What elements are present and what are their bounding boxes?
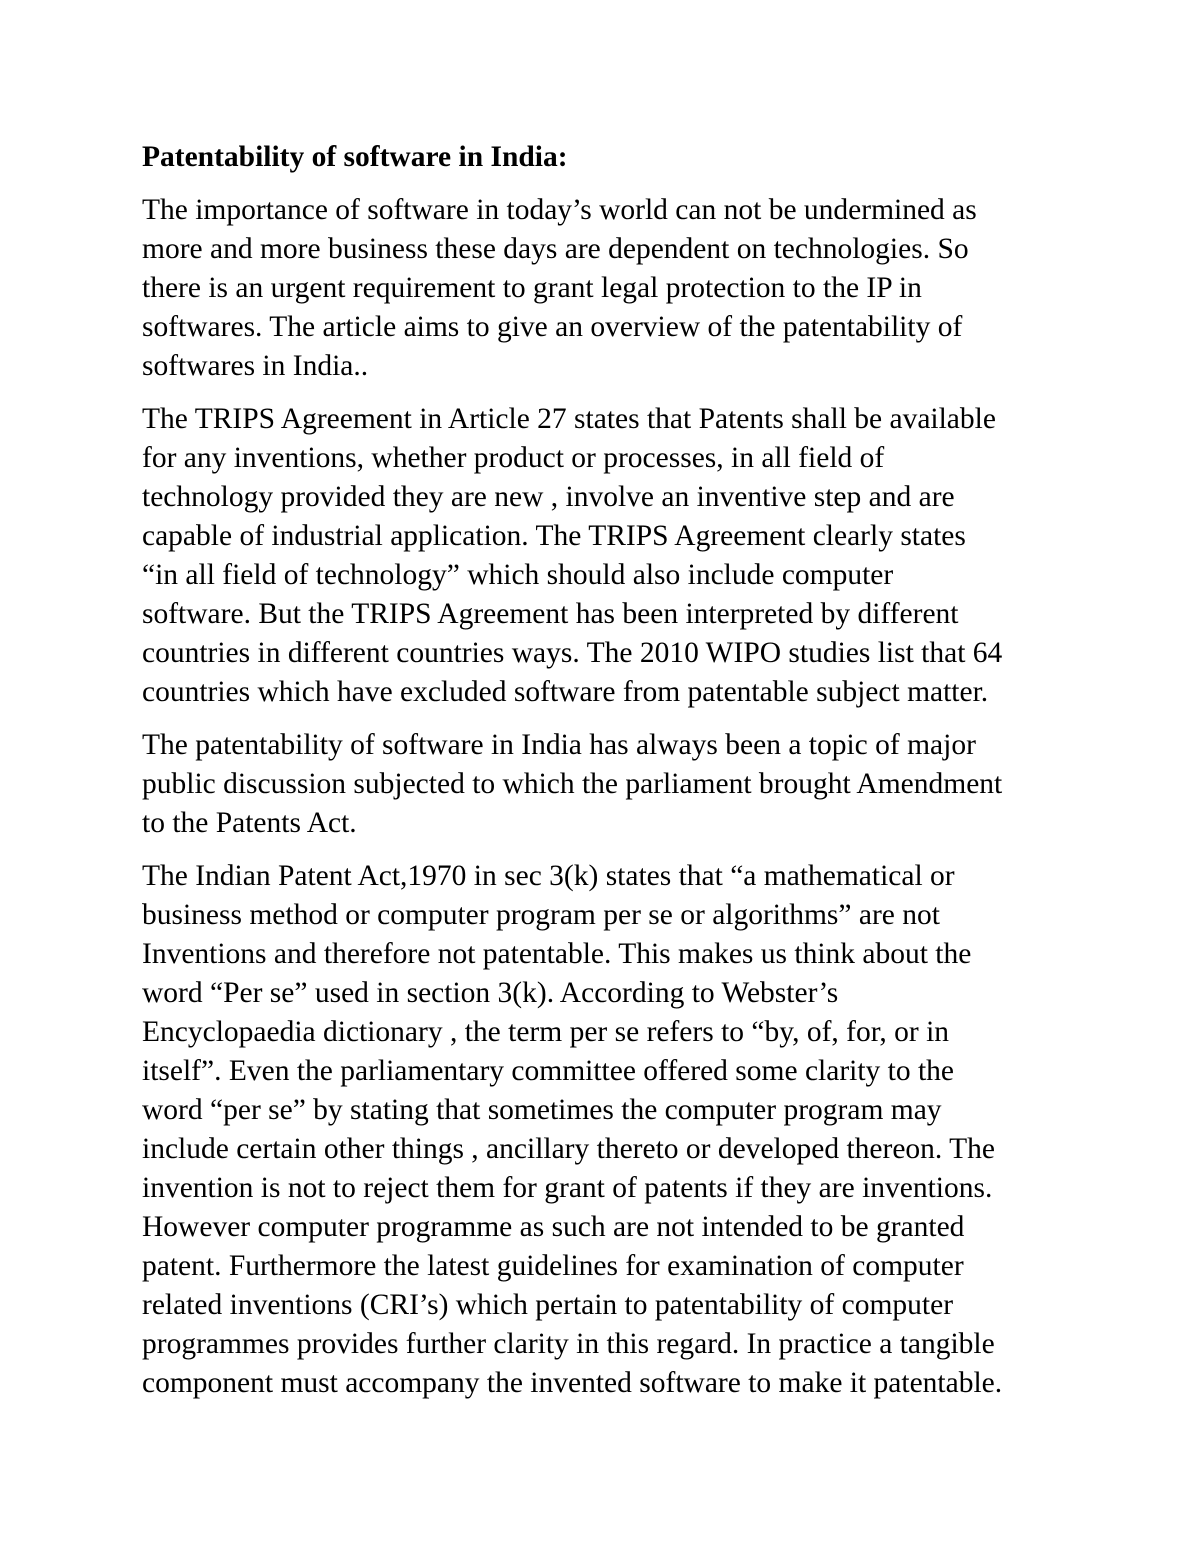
- paragraph-line: word “per se” by stating that sometimes the computer program may: [142, 1094, 942, 1126]
- document-page: [142, 138, 1062, 1417]
- paragraph-line: countries in different countries ways. The 2010 WIPO studies list that 64: [142, 637, 1003, 669]
- paragraph-line: countries which have excluded software from patentable subject matter.: [142, 676, 989, 708]
- paragraph-line: business method or computer program per se or algorithms” are not: [142, 899, 940, 931]
- paragraph-line: Inventions and therefore not patentable. This makes us think about the: [142, 938, 972, 970]
- paragraph-line: “in all field of technology” which should also include computer: [142, 559, 894, 591]
- paragraph-line: programmes provides further clarity in this regard. In practice a tangible: [142, 1328, 995, 1360]
- paragraph-line: include certain other things , ancillary thereto or developed thereon. The: [142, 1133, 995, 1165]
- paragraph-line: to the Patents Act.: [142, 807, 357, 839]
- paragraph-line: However computer programme as such are not intended to be granted: [142, 1211, 965, 1243]
- document-title: Patentability of software in India:: [142, 141, 568, 173]
- paragraph-line: The Indian Patent Act,1970 in sec 3(k) states that “a mathematical or: [142, 860, 955, 892]
- paragraph-line: itself”. Even the parliamentary committee offered some clarity to the: [142, 1055, 955, 1087]
- paragraph-line: public discussion subjected to which the parliament brought Amendment: [142, 768, 1003, 800]
- paragraph-india-discussion: [142, 726, 1062, 843]
- paragraph-trips-agreement: [142, 400, 1062, 712]
- paragraph-line: invention is not to reject them for grant of patents if they are inventions.: [142, 1172, 993, 1204]
- paragraph-line: The TRIPS Agreement in Article 27 states that Patents shall be available: [142, 403, 996, 435]
- paragraph-line: more and more business these days are dependent on technologies. So: [142, 233, 969, 265]
- paragraph-line: Encyclopaedia dictionary , the term per se refers to “by, of, for, or in: [142, 1016, 950, 1048]
- paragraph-line: softwares in India..: [142, 350, 369, 382]
- paragraph-line: for any inventions, whether product or processes, in all field of: [142, 442, 885, 474]
- paragraph-line: component must accompany the invented software to make it patentable.: [142, 1367, 1003, 1399]
- paragraph-line: capable of industrial application. The TRIPS Agreement clearly states: [142, 520, 966, 552]
- paragraph-line: word “Per se” used in section 3(k). According to Webster’s: [142, 977, 839, 1009]
- paragraph-line: related inventions (CRI’s) which pertain to patentability of computer: [142, 1289, 954, 1321]
- paragraph-indian-patent-act: [142, 857, 1062, 1403]
- paragraph-line: softwares. The article aims to give an overview of the patentability of: [142, 311, 963, 343]
- paragraph-line: The patentability of software in India has always been a topic of major: [142, 729, 976, 761]
- paragraph-software-importance: [142, 191, 1062, 386]
- paragraph-line: software. But the TRIPS Agreement has been interpreted by different: [142, 598, 959, 630]
- paragraph-line: there is an urgent requirement to grant legal protection to the IP in: [142, 272, 922, 304]
- paragraph-line: The importance of software in today’s world can not be undermined as: [142, 194, 977, 226]
- paragraph-line: patent. Furthermore the latest guidelines for examination of computer: [142, 1250, 964, 1282]
- paragraph-line: technology provided they are new , involve an inventive step and are: [142, 481, 955, 513]
